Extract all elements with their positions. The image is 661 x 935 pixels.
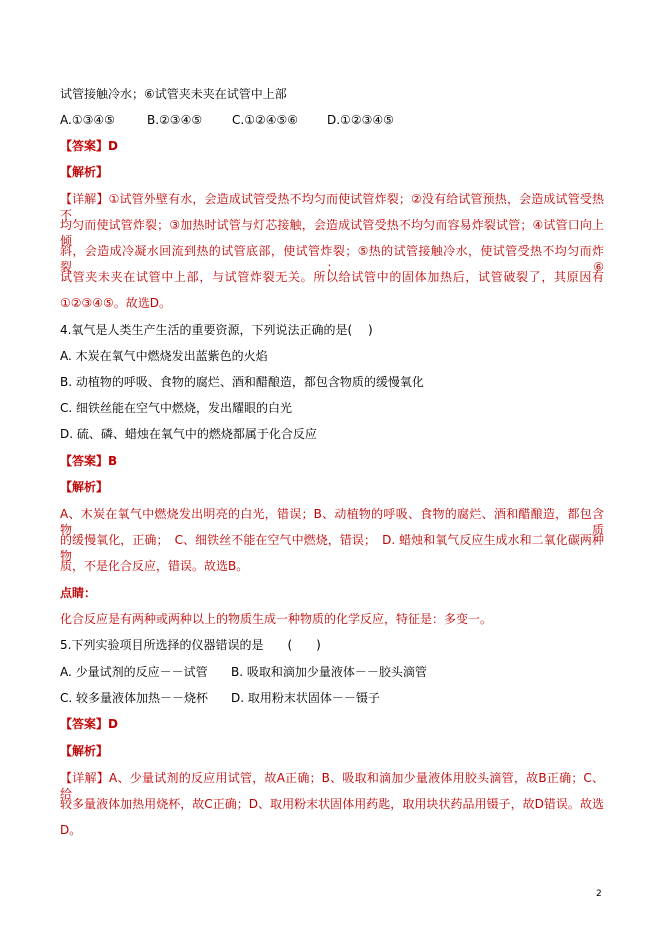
question-option: D. 硫、磷、蜡烛在氧气中的燃烧都属于化合反应: [60, 427, 317, 441]
answer-label: 【答案】B: [60, 454, 118, 468]
question-options-row: [60, 690, 380, 706]
analysis-label: 【解析】: [60, 165, 109, 179]
question-options-row: [60, 664, 427, 680]
question-option: D. 取用粉末状固体－－镊子: [231, 691, 380, 705]
answer-label: 【答案】D: [60, 717, 118, 731]
question-option: B. 吸取和滴加少量液体－－胶头滴管: [231, 665, 427, 679]
analysis-label: 【解析】: [60, 480, 109, 494]
analysis-text: 的缓慢氧化，正确； C、细铁丝不能在空气中燃烧，错误； D. 蜡烛和氧气反应生成水和二氧化碳两种物: [60, 533, 604, 563]
analysis-text: 均匀而使试管炸裂；③加热时试管与灯芯接触，会造成试管受热不均匀而容易炸裂试管；④试管口向上倾: [60, 218, 604, 248]
question-option: C. 细铁丝能在空气中燃烧，发出耀眼的白光: [60, 401, 293, 415]
analysis-text: D。: [60, 823, 82, 837]
option-c: C.①②④⑤⑥: [232, 113, 298, 127]
tip-text: 化合反应是有两种或两种以上的物质生成一种物质的化学反应，特征是：多变一。: [60, 612, 493, 626]
question-option: B. 动植物的呼吸、食物的腐烂、酒和醋酿造，都包含物质的缓慢氧化: [60, 375, 424, 389]
tip-label: 点睛：: [60, 586, 97, 600]
analysis-label: 【解析】: [60, 744, 109, 758]
analysis-text: 较多量液体加热用烧杯，故C正确；D、取用粉末状固体用药匙，取用块状药品用镊子，故D错误。故选: [60, 797, 604, 811]
text-line: 试管接触冷水；⑥试管夹未夹在试管中上部: [60, 87, 287, 101]
analysis-text: 【详解】①试管外壁有水，会造成试管受热不均匀而使试管炸裂；②没有给试管预热，会造成试管受热不: [60, 192, 604, 222]
analysis-text: ①②③④⑤。故选D。: [60, 296, 172, 310]
question-option: A. 木炭在氧气中燃烧发出蓝紫色的火焰: [60, 349, 268, 363]
analysis-text: 【详解】A、少量试剂的反应用试管，故A正确；B、吸取和滴加少量液体用胶头滴管，故B正确；C、给: [60, 771, 604, 801]
analysis-text: 质，不是化合反应，错误。故选B。: [60, 559, 249, 573]
option-b: B.②③④⑤: [147, 113, 203, 127]
option-d: D.①②③④⑤: [327, 113, 394, 127]
answer-label: 【答案】D: [60, 139, 118, 153]
question-option: A. 少量试剂的反应－－试管: [60, 665, 208, 679]
analysis-text: A、木炭在氧气中燃烧发出明亮的白光，错误；B、动植物的呼吸、食物的腐烂、酒和醋酿造，都包含物质: [60, 507, 604, 537]
analysis-text: 试管夹未夹在试管中上部，与试管炸裂无关。所以给试管中的固体加热后，试管破裂了，其原因有: [60, 270, 604, 284]
question-option: C. 较多量液体加热－－烧杯: [60, 691, 209, 705]
page-number: 2: [596, 889, 602, 899]
question-4: 4.氧气是人类生产生活的重要资源，下列说法正确的是( ): [60, 323, 373, 337]
analysis-text: 斜，会造成冷凝水回流到热的试管底部，使试管炸裂；⑤热的试管接触冷水，使试管受热不均匀而炸裂；⑥: [60, 244, 604, 274]
answer-options: [60, 112, 394, 128]
option-a: A.①③④⑤: [60, 113, 115, 127]
question-5: 5.下列实验项目所选择的仪器错误的是 ( ): [60, 638, 321, 652]
